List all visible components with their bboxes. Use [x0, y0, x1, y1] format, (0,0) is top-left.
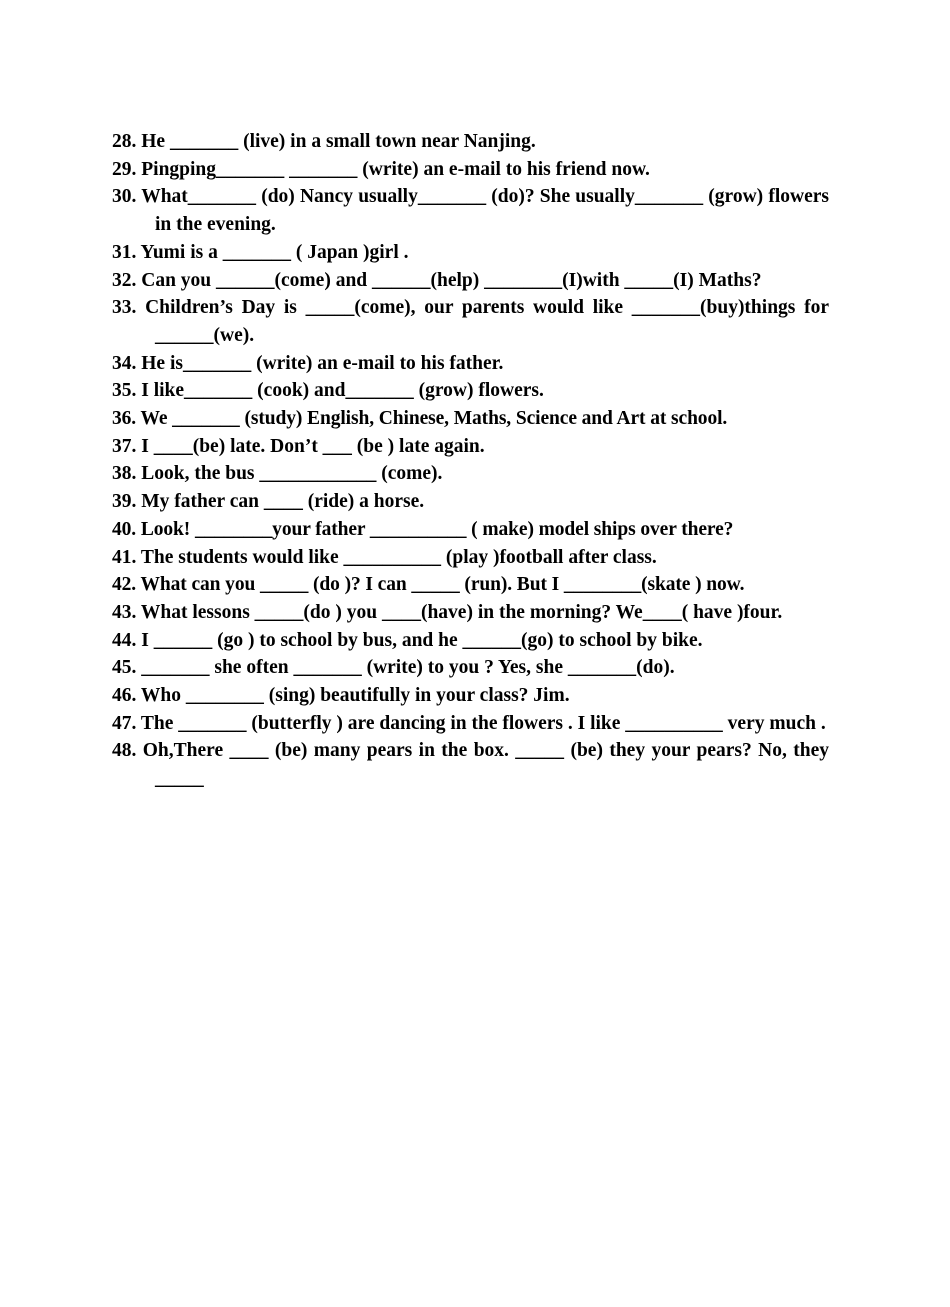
exercise-33: 33. Children’s Day is _____(come), our parents would like _______(buy)things for ______(we). [112, 297, 829, 346]
exercise-44: 44. I ______ (go ) to school by bus, and he ______(go) to school by bike. [112, 629, 703, 651]
exercise-48: 48. Oh,There ____ (be) many pears in the box. _____ (be) they your pears? No, they _____ [112, 740, 829, 790]
exercise-39: 39. My father can ____ (ride) a horse. [112, 491, 425, 513]
exercise-47: 47. The _______ (butterfly ) are dancing in the flowers . I like __________ very much . [112, 712, 826, 734]
exercise-30: 30. What_______ (do) Nancy usually_______ (do)? She usually_______ (grow) flowers in the evening. [112, 186, 829, 236]
exercise-36: 36. We _______ (study) English, Chinese, Maths, Science and Art at school. [112, 408, 728, 430]
exercise-41: 41. The students would like __________ (play )football after class. [112, 546, 657, 568]
exercise-40: 40. Look! ________your father __________ ( make) model ships over there? [112, 518, 734, 540]
exercise-35: 35. I like_______ (cook) and_______ (grow) flowers. [112, 380, 544, 402]
worksheet [112, 128, 829, 793]
exercise-42: 42. What can you _____ (do )? I can _____ (run). But I ________(skate ) now. [112, 574, 745, 596]
exercise-34: 34. He is_______ (write) an e-mail to his father. [112, 352, 504, 374]
exercise-28: 28. He _______ (live) in a small town near Nanjing. [112, 131, 536, 152]
exercise-43: 43. What lessons _____(do ) you ____(have) in the morning? We____( have )four. [112, 601, 783, 623]
exercise-46: 46. Who ________ (sing) beautifully in your class? Jim. [112, 685, 570, 707]
exercise-38: 38. Look, the bus ____________ (come). [112, 463, 443, 485]
exercise-31: 31. Yumi is a _______ ( Japan )girl . [112, 241, 409, 263]
exercise-29: 29. Pingping_______ _______ (write) an e-mail to his friend now. [112, 158, 650, 180]
exercise-45: 45. _______ she often _______ (write) to you ? Yes, she _______(do). [112, 657, 675, 679]
exercise-37: 37. I ____(be) late. Don’t ___ (be ) late again. [112, 435, 485, 457]
exercise-32: 32. Can you ______(come) and ______(help) ________(I)with _____(I) Maths? [112, 269, 762, 291]
